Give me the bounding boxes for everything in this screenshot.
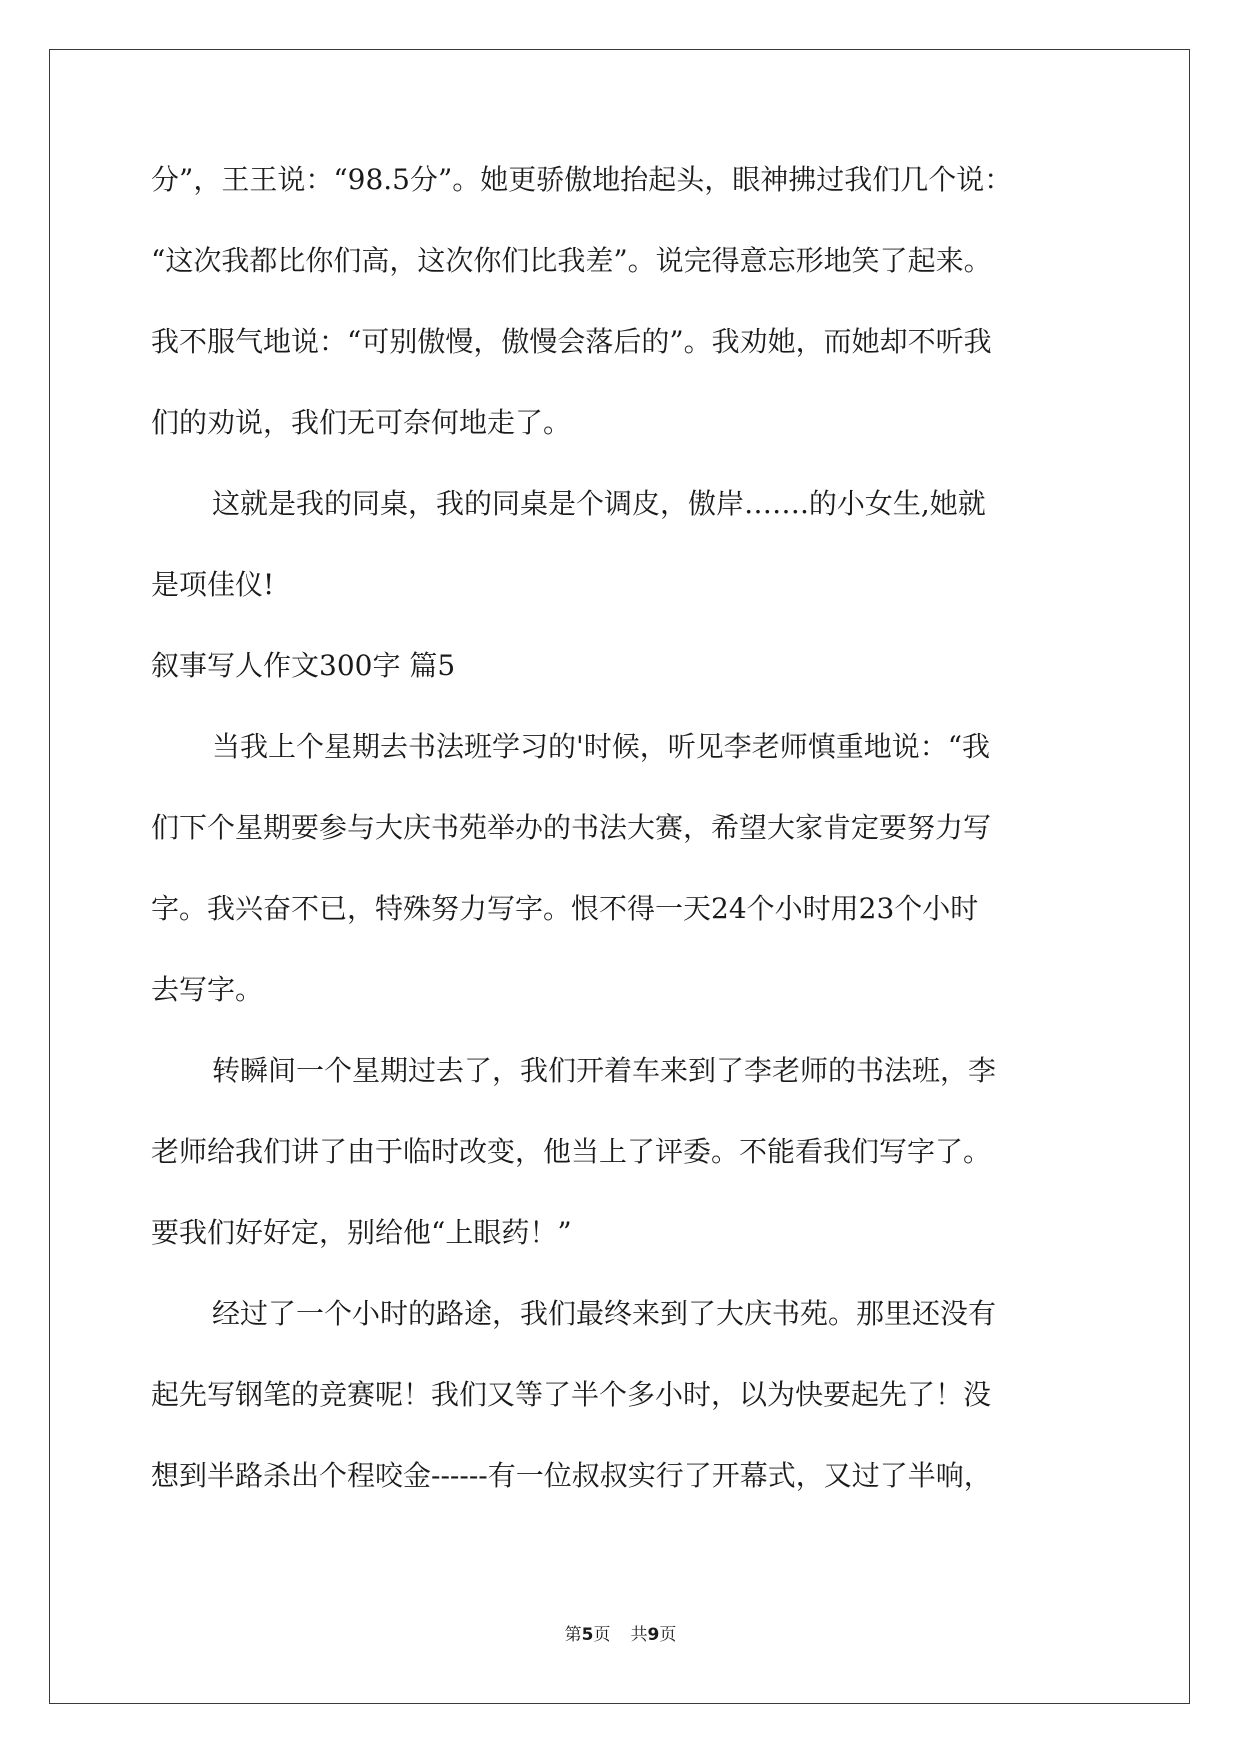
text-line: 我不服气地说：“可别傲慢，傲慢会落后的”。我劝她，而她却不听我	[151, 325, 992, 358]
section-heading: 叙事写人作文300字 篇5	[151, 649, 456, 682]
text-line: 分”，王王说：“98.5分”。她更骄傲地抬起头，眼神拂过我们几个说：	[151, 163, 1013, 196]
page-prefix: 第	[564, 1625, 582, 1645]
current-page-number: 5	[581, 1625, 594, 1645]
text-line: 们的劝说，我们无可奈何地走了。	[151, 406, 572, 439]
total-suffix: 页	[659, 1625, 677, 1645]
document-body	[151, 160, 1091, 1537]
paragraph	[151, 1051, 1091, 1294]
total-pages-number: 9	[647, 1625, 660, 1645]
text-line: 去写字。	[151, 973, 264, 1006]
page-suffix: 页	[593, 1625, 611, 1645]
text-line: 当我上个星期去书法班学习的'时候，听见李老师慎重地说：“我	[212, 730, 991, 763]
total-prefix: 共	[630, 1625, 648, 1645]
paragraph	[151, 1294, 1091, 1537]
paragraph	[151, 484, 1091, 646]
text-line: 们下个星期要参与大庆书苑举办的书法大赛，希望大家肯定要努力写	[151, 811, 992, 844]
page-footer	[0, 1620, 1241, 1645]
text-line: “这次我都比你们高，这次你们比我差”。说完得意忘形地笑了起来。	[151, 244, 992, 277]
text-line: 转瞬间一个星期过去了，我们开着车来到了李老师的书法班，李	[212, 1054, 997, 1087]
text-line: 要我们好好定，别给他“上眼药！”	[151, 1216, 572, 1249]
paragraph	[151, 727, 1091, 1051]
paragraph	[151, 160, 1091, 484]
text-line: 是项佳仪!	[151, 568, 275, 601]
text-line: 想到半路杀出个程咬金------有一位叔叔实行了开幕式，又过了半响，	[151, 1459, 992, 1492]
text-line: 这就是我的同桌，我的同桌是个调皮，傲岸…….的小女生,她就	[212, 487, 986, 520]
text-line: 字。我兴奋不已，特殊努力写字。恨不得一天24个小时用23个小时	[151, 892, 979, 925]
text-line: 起先写钢笔的竞赛呢！我们又等了半个多小时，以为快要起先了！没	[151, 1378, 992, 1411]
text-line: 经过了一个小时的路途，我们最终来到了大庆书苑。那里还没有	[212, 1297, 997, 1330]
text-line: 老师给我们讲了由于临时改变，他当上了评委。不能看我们写字了。	[151, 1135, 992, 1168]
